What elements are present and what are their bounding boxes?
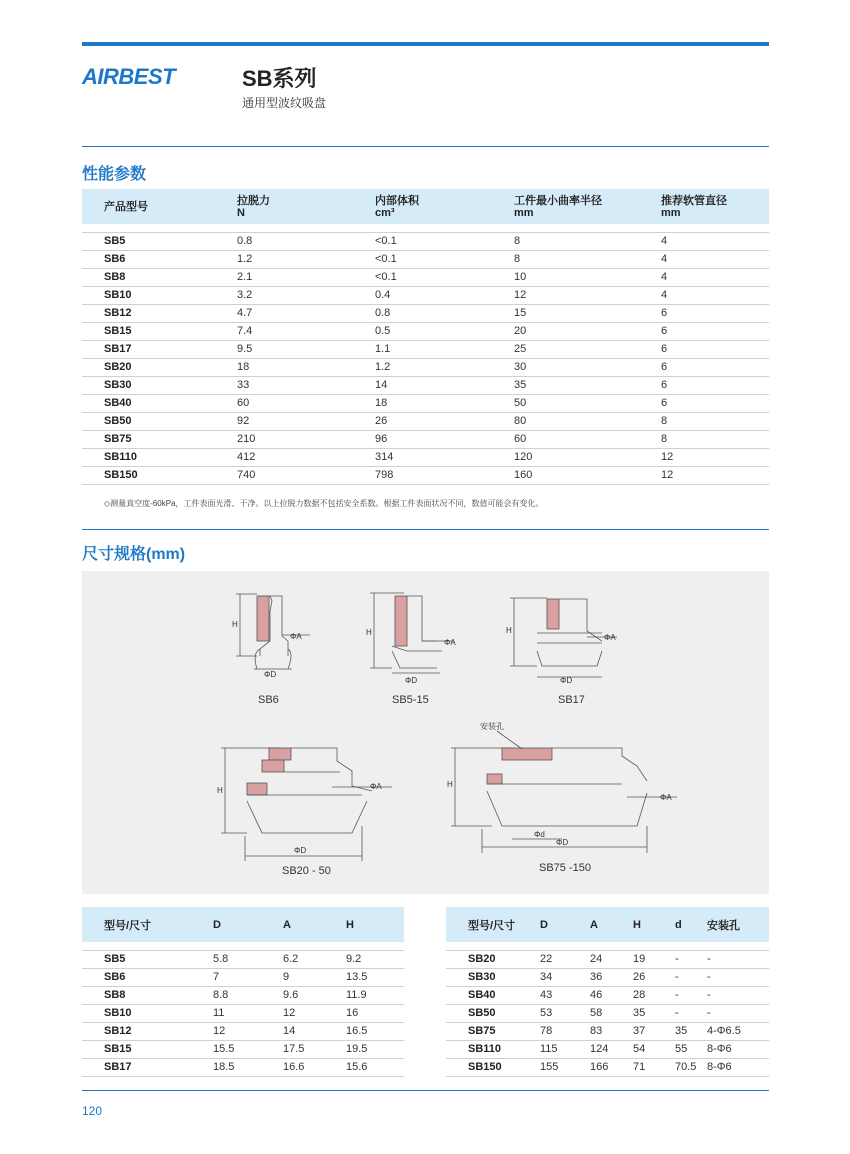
value-cell: 10	[514, 268, 661, 286]
value-cell: 8-Φ6	[707, 1058, 769, 1076]
model-cell: SB10	[82, 286, 237, 304]
value-cell: 0.5	[375, 322, 514, 340]
value-cell: 9.5	[237, 340, 375, 358]
table-spacer-cell	[283, 942, 346, 950]
sb20-50-h-label: H	[217, 786, 223, 795]
sb5-15-phia-label: ΦA	[444, 638, 456, 647]
column-header	[375, 189, 514, 224]
value-cell: 12	[283, 1004, 346, 1022]
model-cell: SB15	[82, 1040, 213, 1058]
value-cell: 9.2	[346, 950, 404, 968]
value-cell: 0.4	[375, 286, 514, 304]
value-cell: 60	[514, 430, 661, 448]
value-cell: -	[707, 986, 769, 1004]
value-cell: 210	[237, 430, 375, 448]
value-cell: 17.5	[283, 1040, 346, 1058]
column-header-unit: cm³	[375, 206, 395, 219]
column-header-label: 拉脱力	[237, 194, 270, 207]
value-cell: 5.8	[213, 950, 283, 968]
table-row	[446, 968, 769, 986]
sb17-caption: SB17	[558, 694, 585, 706]
value-cell: 36	[590, 968, 633, 986]
table-spacer-cell	[661, 224, 769, 232]
table-spacer-cell	[446, 942, 540, 950]
model-cell: SB12	[82, 304, 237, 322]
table-spacer-cell	[82, 942, 213, 950]
value-cell: 35	[675, 1022, 707, 1040]
value-cell: 14	[283, 1022, 346, 1040]
sb75-150-phid-label: ΦD	[556, 838, 569, 847]
value-cell: 4	[661, 286, 769, 304]
sb6-phid-label: ΦD	[264, 670, 277, 679]
value-cell: -	[675, 968, 707, 986]
value-cell: 26	[375, 412, 514, 430]
column-header-label: 推荐软管直径	[661, 194, 727, 207]
value-cell: 34	[540, 968, 590, 986]
dimensions-small-header-row	[82, 907, 404, 942]
value-cell: 70.5	[675, 1058, 707, 1076]
dimensions-table-small	[82, 907, 404, 1077]
value-cell: 6	[661, 340, 769, 358]
value-cell: 6	[661, 304, 769, 322]
table-row	[82, 412, 769, 430]
column-header: 型号/尺寸	[82, 907, 213, 942]
table-row	[82, 448, 769, 466]
value-cell: -	[675, 1004, 707, 1022]
value-cell: 12	[213, 1022, 283, 1040]
value-cell: 18	[237, 358, 375, 376]
value-cell: 6	[661, 358, 769, 376]
sb20-50-phid-label: ΦD	[294, 846, 307, 855]
performance-section-title: 性能参数	[82, 166, 147, 183]
value-cell: 740	[237, 466, 375, 484]
value-cell: 6	[661, 394, 769, 412]
sb6-caption: SB6	[258, 694, 279, 706]
model-cell: SB150	[82, 466, 237, 484]
model-cell: SB6	[82, 250, 237, 268]
value-cell: 2.1	[237, 268, 375, 286]
value-cell: 0.8	[375, 304, 514, 322]
value-cell: 4-Φ6.5	[707, 1022, 769, 1040]
value-cell: 25	[514, 340, 661, 358]
column-header	[514, 189, 661, 224]
value-cell: 35	[633, 1004, 675, 1022]
value-cell: -	[675, 950, 707, 968]
value-cell: 124	[590, 1040, 633, 1058]
value-cell: 16.5	[346, 1022, 404, 1040]
value-cell: 115	[540, 1040, 590, 1058]
value-cell: 4	[661, 250, 769, 268]
table-spacer-cell	[590, 942, 633, 950]
dimensions-section-title: 尺寸规格(mm)	[82, 546, 186, 563]
table-row	[82, 986, 404, 1004]
table-row	[82, 394, 769, 412]
model-cell: SB5	[82, 232, 237, 250]
table-spacer-row	[446, 942, 769, 950]
model-cell: SB6	[82, 968, 213, 986]
value-cell: 12	[661, 466, 769, 484]
sb20-50-phia-label: ΦA	[370, 782, 382, 791]
column-header: 型号/尺寸	[446, 907, 540, 942]
page-title: SB系列	[242, 66, 317, 91]
value-cell: 8	[514, 250, 661, 268]
model-cell: SB15	[82, 322, 237, 340]
table-row	[446, 986, 769, 1004]
sb20-50-diagram	[221, 748, 392, 861]
sb75-150-phia-label: ΦA	[660, 793, 672, 802]
value-cell: 15.6	[346, 1058, 404, 1076]
brand-logo: AIRBEST	[82, 64, 176, 89]
value-cell: 46	[590, 986, 633, 1004]
value-cell: 28	[633, 986, 675, 1004]
value-cell: <0.1	[375, 232, 514, 250]
value-cell: -	[675, 986, 707, 1004]
table-spacer-cell	[633, 942, 675, 950]
value-cell: 60	[237, 394, 375, 412]
model-cell: SB17	[82, 340, 237, 358]
model-cell: SB50	[446, 1004, 540, 1022]
value-cell: 14	[375, 376, 514, 394]
value-cell: 12	[661, 448, 769, 466]
table-row	[82, 968, 404, 986]
table-spacer-cell	[707, 942, 769, 950]
value-cell: 1.2	[237, 250, 375, 268]
model-cell: SB40	[82, 394, 237, 412]
model-cell: SB150	[446, 1058, 540, 1076]
model-cell: SB75	[82, 430, 237, 448]
model-cell: SB8	[82, 986, 213, 1004]
page-subtitle: 通用型波纹吸盘	[242, 96, 327, 110]
table-row	[82, 466, 769, 484]
column-header-unit: mm	[514, 206, 534, 219]
value-cell: 4	[661, 232, 769, 250]
table-spacer-cell	[514, 224, 661, 232]
value-cell: 4.7	[237, 304, 375, 322]
value-cell: 26	[633, 968, 675, 986]
column-header-unit: N	[237, 206, 245, 219]
column-header: A	[283, 907, 346, 942]
value-cell: 0.8	[237, 232, 375, 250]
value-cell: 16	[346, 1004, 404, 1022]
model-cell: SB40	[446, 986, 540, 1004]
table-row	[446, 1022, 769, 1040]
value-cell: 160	[514, 466, 661, 484]
model-cell: SB20	[82, 358, 237, 376]
value-cell: 35	[514, 376, 661, 394]
value-cell: 24	[590, 950, 633, 968]
column-header	[82, 189, 237, 224]
model-cell: SB110	[446, 1040, 540, 1058]
value-cell: 15	[514, 304, 661, 322]
value-cell: 43	[540, 986, 590, 1004]
value-cell: 798	[375, 466, 514, 484]
table-spacer-cell	[540, 942, 590, 950]
table-row	[82, 430, 769, 448]
performance-table	[82, 189, 769, 485]
value-cell: 80	[514, 412, 661, 430]
value-cell: 8	[514, 232, 661, 250]
value-cell: 11.9	[346, 986, 404, 1004]
value-cell: 8.8	[213, 986, 283, 1004]
sb75-150-caption: SB75 -150	[539, 862, 591, 874]
table-spacer-cell	[82, 224, 237, 232]
value-cell: 1.1	[375, 340, 514, 358]
table-row	[446, 1004, 769, 1022]
model-cell: SB50	[82, 412, 237, 430]
value-cell: 314	[375, 448, 514, 466]
model-cell: SB110	[82, 448, 237, 466]
mount-hole-label: 安装孔	[480, 722, 504, 731]
measurement-note: ◇测量真空度-60kPa，工件表面光滑、干净。以上拉脱力数据不包括安全系数。根据工件表面状况不同，数值可能会有变化。	[104, 499, 544, 508]
value-cell: 18	[375, 394, 514, 412]
value-cell: 13.5	[346, 968, 404, 986]
value-cell: 55	[675, 1040, 707, 1058]
sb17-phid-label: ΦD	[560, 676, 573, 685]
column-header-label: 内部体积	[375, 194, 419, 207]
value-cell: 7	[213, 968, 283, 986]
value-cell: 9	[283, 968, 346, 986]
table-row	[82, 1022, 404, 1040]
model-cell: SB8	[82, 268, 237, 286]
sb6-phia-label: ΦA	[290, 632, 302, 641]
sb17-h-label: H	[506, 626, 512, 635]
column-header: D	[213, 907, 283, 942]
value-cell: -	[707, 950, 769, 968]
sb5-15-h-label: H	[366, 628, 372, 637]
value-cell: 6.2	[283, 950, 346, 968]
table-row	[82, 304, 769, 322]
value-cell: 22	[540, 950, 590, 968]
table-row	[446, 1040, 769, 1058]
model-cell: SB30	[446, 968, 540, 986]
table-spacer-cell	[213, 942, 283, 950]
value-cell: 8	[661, 412, 769, 430]
sb20-50-caption: SB20 - 50	[282, 865, 331, 877]
value-cell: 6	[661, 376, 769, 394]
value-cell: 19	[633, 950, 675, 968]
top-accent-bar	[82, 42, 769, 46]
value-cell: 12	[514, 286, 661, 304]
value-cell: 96	[375, 430, 514, 448]
value-cell: 50	[514, 394, 661, 412]
value-cell: <0.1	[375, 250, 514, 268]
section-divider	[82, 529, 769, 530]
dimension-diagrams-svg	[82, 571, 769, 894]
table-row	[446, 1058, 769, 1076]
table-spacer-cell	[375, 224, 514, 232]
sb75-150-diagram	[451, 731, 677, 853]
value-cell: 8-Φ6	[707, 1040, 769, 1058]
table-row	[82, 358, 769, 376]
model-cell: SB10	[82, 1004, 213, 1022]
dimension-diagrams	[82, 571, 769, 894]
table-row	[446, 950, 769, 968]
value-cell: 33	[237, 376, 375, 394]
table-row	[82, 950, 404, 968]
table-spacer-cell	[237, 224, 375, 232]
value-cell: 71	[633, 1058, 675, 1076]
sb6-h-label: H	[232, 620, 238, 629]
performance-header-row	[82, 189, 769, 224]
sb75-150-h-label: H	[447, 780, 453, 789]
column-header	[237, 189, 375, 224]
value-cell: 412	[237, 448, 375, 466]
value-cell: <0.1	[375, 268, 514, 286]
value-cell: 53	[540, 1004, 590, 1022]
column-header-label: 工件最小曲率半径	[514, 194, 602, 207]
column-header: H	[633, 907, 675, 942]
value-cell: 58	[590, 1004, 633, 1022]
value-cell: 78	[540, 1022, 590, 1040]
value-cell: -	[707, 1004, 769, 1022]
sb75-150-phismalld-label: Φd	[534, 830, 545, 839]
table-spacer-cell	[346, 942, 404, 950]
value-cell: 20	[514, 322, 661, 340]
value-cell: -	[707, 968, 769, 986]
dimensions-large-header-row	[446, 907, 769, 942]
table-row	[82, 1040, 404, 1058]
model-cell: SB30	[82, 376, 237, 394]
model-cell: SB75	[446, 1022, 540, 1040]
sb17-phia-label: ΦA	[604, 633, 616, 642]
value-cell: 166	[590, 1058, 633, 1076]
model-cell: SB17	[82, 1058, 213, 1076]
value-cell: 120	[514, 448, 661, 466]
value-cell: 4	[661, 268, 769, 286]
column-header: d	[675, 907, 707, 942]
value-cell: 1.2	[375, 358, 514, 376]
value-cell: 19.5	[346, 1040, 404, 1058]
table-row	[82, 1058, 404, 1076]
column-header-label: 产品型号	[104, 200, 148, 213]
section-divider	[82, 146, 769, 147]
table-spacer-row	[82, 942, 404, 950]
table-spacer-cell	[675, 942, 707, 950]
table-row	[82, 376, 769, 394]
table-row	[82, 268, 769, 286]
sb5-15-caption: SB5-15	[392, 694, 429, 706]
table-row	[82, 340, 769, 358]
value-cell: 6	[661, 322, 769, 340]
value-cell: 83	[590, 1022, 633, 1040]
table-spacer-row	[82, 224, 769, 232]
table-row	[82, 250, 769, 268]
model-cell: SB12	[82, 1022, 213, 1040]
value-cell: 16.6	[283, 1058, 346, 1076]
column-header	[661, 189, 769, 224]
column-header: H	[346, 907, 404, 942]
column-header: D	[540, 907, 590, 942]
value-cell: 8	[661, 430, 769, 448]
sb17-diagram	[510, 598, 617, 677]
value-cell: 3.2	[237, 286, 375, 304]
sb5-15-phid-label: ΦD	[405, 676, 418, 685]
value-cell: 18.5	[213, 1058, 283, 1076]
table-row	[82, 322, 769, 340]
value-cell: 54	[633, 1040, 675, 1058]
value-cell: 11	[213, 1004, 283, 1022]
value-cell: 15.5	[213, 1040, 283, 1058]
value-cell: 7.4	[237, 322, 375, 340]
column-header-unit: mm	[661, 206, 681, 219]
sb5-15-diagram	[370, 593, 454, 673]
table-row	[82, 1004, 404, 1022]
model-cell: SB5	[82, 950, 213, 968]
table-row	[82, 286, 769, 304]
value-cell: 9.6	[283, 986, 346, 1004]
value-cell: 30	[514, 358, 661, 376]
model-cell: SB20	[446, 950, 540, 968]
dimensions-table-large	[446, 907, 769, 1077]
page-number: 120	[82, 1104, 103, 1118]
value-cell: 155	[540, 1058, 590, 1076]
table-row	[82, 232, 769, 250]
column-header: 安装孔	[707, 907, 769, 942]
footer-divider	[82, 1090, 769, 1091]
column-header: A	[590, 907, 633, 942]
value-cell: 92	[237, 412, 375, 430]
value-cell: 37	[633, 1022, 675, 1040]
